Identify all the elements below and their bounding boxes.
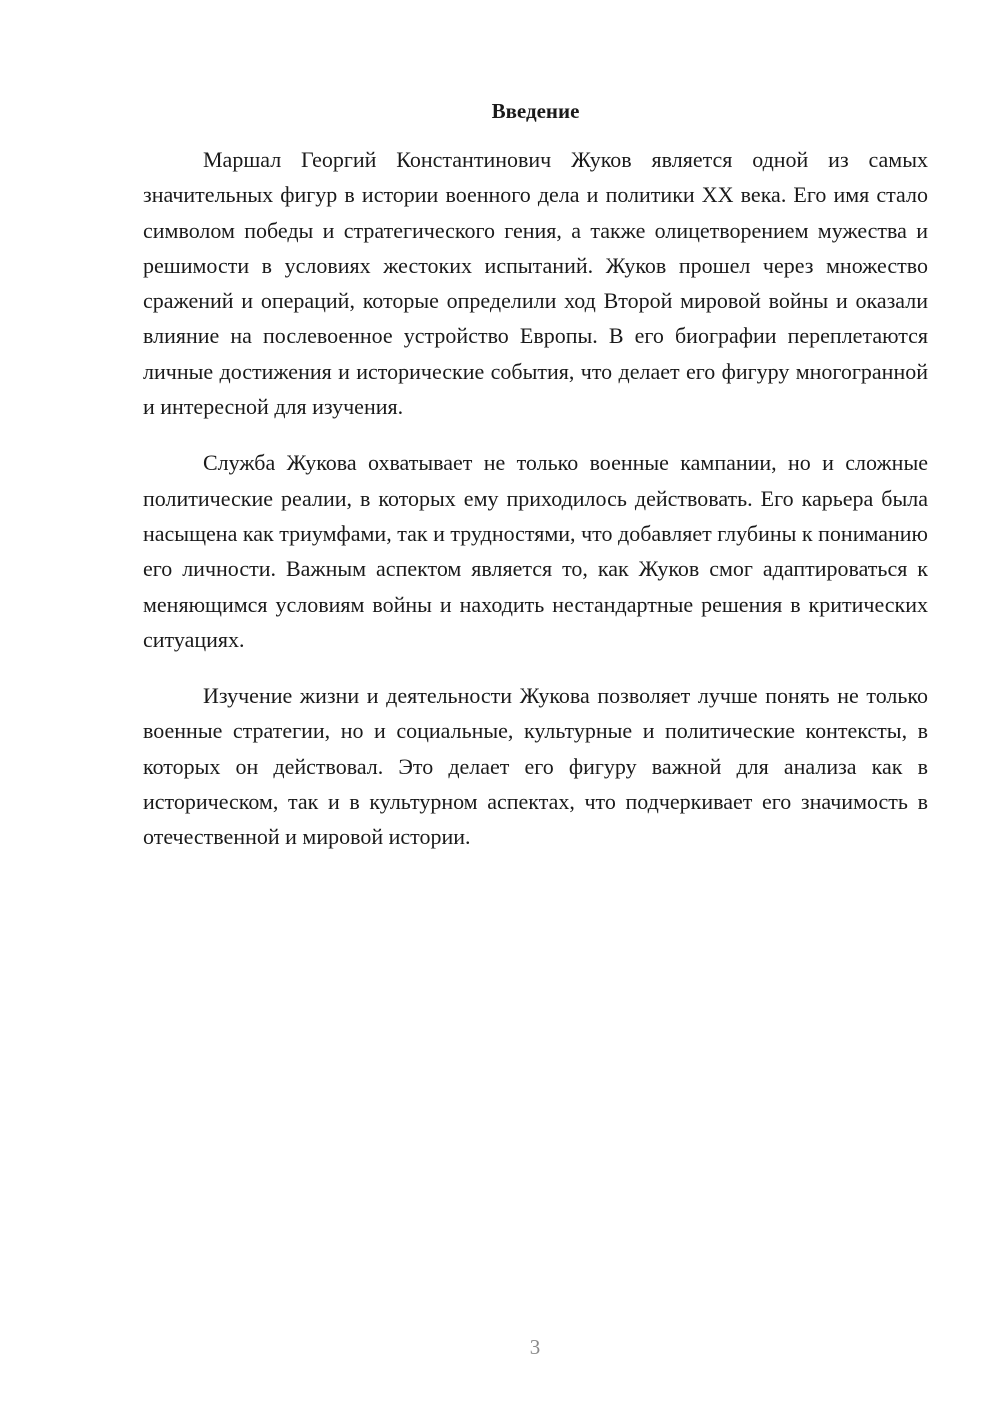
paragraph-2: Служба Жукова охватывает не только военные кампании, но и сложные политические реалии, в которых ему приходилось действовать. Его карьера была насыщена как триумфами, так и трудностями, что добавляет глубины к пониманию его личности. Важным аспектом является то, как Жуков смог адаптироваться к меняющимся условиям войны и находить нестандартные решения в критических ситуациях. [143, 450, 928, 652]
page-number: 3 [529, 1335, 541, 1359]
paragraph-1: Маршал Георгий Константинович Жуков является одной из самых значительных фигур в истории военного дела и политики XX века. Его имя стало символом победы и стратегического гения, а также олицетворением мужества и решимости в условиях жестоких испытаний. Жуков прошел через множество сражений и операций, которые определили ход Второй мировой войны и оказали влияние на послевоенное устройство Европы. В его биографии переплетаются личные достижения и исторические события, что делает его фигуру многогранной и интересной для изучения. [143, 147, 928, 420]
section-title: Введение [491, 99, 580, 123]
paragraph-3: Изучение жизни и деятельности Жукова позволяет лучше понять не только военные стратегии, но и социальные, культурные и политические контексты, в которых он действовал. Это делает его фигуру важной для анализа как в историческом, так и в культурном аспектах, что подчеркивает его значимость в отечественной и мировой истории. [143, 683, 928, 850]
body-text [143, 142, 928, 876]
